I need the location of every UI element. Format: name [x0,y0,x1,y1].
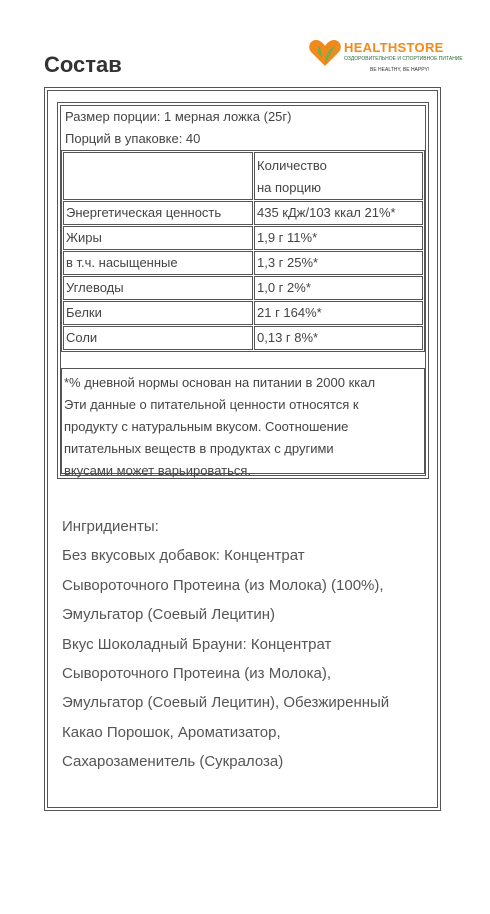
ingredients-line: Без вкусовых добавок: Концентрат [62,547,305,565]
logo-slogan: BE HEALTHY, BE HAPPY! [370,67,430,73]
page-title: Состав [44,52,122,77]
header-empty-cell [63,152,253,200]
table-row [63,226,423,250]
ingredients-line: Какао Порошок, Ароматизатор, [62,723,281,741]
nutrient-name: Жиры [63,226,253,250]
ingredients-line: Эмульгатор (Соевый Лецитин) [62,606,276,624]
table-row [63,276,423,300]
header-line-2: на порцию [257,180,321,195]
footnote-line: вкусами может варьироваться. [64,463,252,478]
table-row [63,326,423,350]
serving-size: Размер порции: 1 мерная ложка (25г) [65,109,292,124]
footnote-line: *% дневной нормы основан на питании в 2000 ккал [64,375,376,390]
servings-per-pack: Порций в упаковке: 40 [65,131,201,146]
ingredients-line: Вкус Шоколадный Брауни: Концентрат [62,635,332,653]
heart-leaf-icon [308,38,342,68]
healthstore-logo[interactable] [308,36,468,76]
table-row [63,301,423,325]
nutrient-value: 1,3 г 25%* [254,251,423,275]
logo-brand-text: HEALTHSTORE [344,40,444,55]
header-line-1: Количество [257,158,327,173]
ingredients-line: Сахарозаменитель (Сукралоза) [62,753,284,771]
ingredients-line: Сывороточного Протеина (из Молока) (100%), [62,576,384,594]
footnote-line: питательных веществ в продуктах с другими [64,441,334,456]
logo-tagline: ОЗДОРОВИТЕЛЬНОЕ И СПОРТИВНОЕ ПИТАНИЕ [344,56,463,62]
header-amount-cell [254,152,423,200]
nutrient-name: Белки [63,301,253,325]
nutrient-value: 1,9 г 11%* [254,226,423,250]
nutrient-name: Энергетическая ценность [63,201,253,225]
table-row [63,201,423,225]
ingredients-line: Эмульгатор (Соевый Лецитин), Обезжиренный [62,694,390,712]
nutrient-name: Соли [63,326,253,350]
nutrient-name: в т.ч. насыщенные [63,251,253,275]
nutrient-value: 21 г 164%* [254,301,423,325]
ingredients-heading: Ингридиенты: [62,518,159,535]
ingredients-line: Сывороточного Протеина (из Молока), [62,665,332,683]
nutrient-value: 0,13 г 8%* [254,326,423,350]
table-header-row [63,152,423,200]
table-row [63,251,423,275]
nutrient-name: Углеводы [63,276,253,300]
nutrition-table [61,150,425,352]
footnote-line: продукту с натуральным вкусом. Соотношение [64,419,349,434]
ingredients-text [62,512,437,777]
nutrient-value: 435 кДж/103 ккал 21%* [254,201,423,225]
nutrition-footnote [61,368,425,478]
nutrient-value: 1,0 г 2%* [254,276,423,300]
footnote-line: Эти данные о питательной ценности относятся к [64,397,359,412]
